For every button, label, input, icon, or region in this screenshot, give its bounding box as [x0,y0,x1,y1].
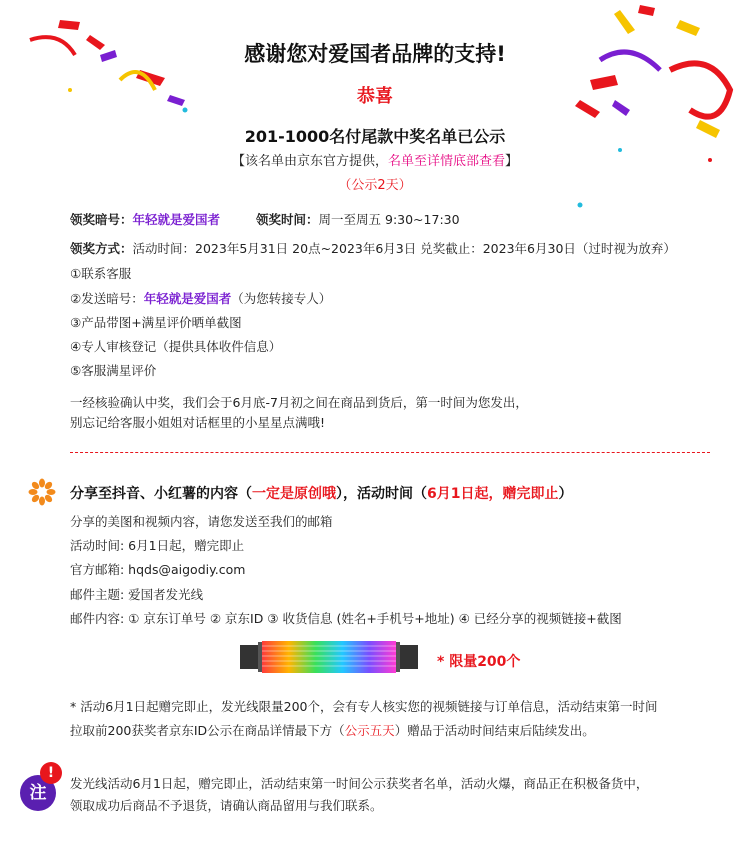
flower-icon [28,478,56,506]
step-3: ③产品带图+满星评价晒单截图 [70,315,242,330]
shipping-note-2: 别忘记给客服小姐姐对话框里的小星星点满哦! [70,415,326,430]
claim-time-value: 周一至周五 9:30~17:30 [318,212,460,227]
section-divider [70,452,710,453]
step-2-prefix: ②发送暗号： [70,291,144,306]
share-line-1: 分享的美图和视频内容，请您发送至我们的邮箱 [70,514,333,529]
limit-badge: * 限量200个 [437,654,521,670]
list-source-notice [0,150,750,169]
footnote-prefix: 拉取前200获奖者京东ID公示在商品详情最下方（ [70,723,345,738]
step-4: ④专人审核登记（提供具体收件信息） [70,339,282,354]
note-line-2: 领取成功后商品不予退货，请确认商品留用与我们联系。 [70,798,383,813]
footnote-line-2 [70,721,595,739]
share-title-suffix: ） [558,486,573,502]
step-2 [70,289,331,307]
footnote-line-1: * 活动6月1日起赠完即止，发光线限量200个，会有专人核实您的视频链接与订单信息，活动结束第一时间 [70,699,658,714]
step-2-code: 年轻就是爱国者 [143,291,232,306]
note-line-1: 发光线活动6月1日起，赠完即止，活动结束第一时间公示获奖者名单，活动火爆，商品正在积极备货中， [70,776,649,791]
notice-highlight: 名单至详情底部查看 [387,154,505,169]
share-title-mid: ），活动时间（ [336,486,427,502]
notice-prefix: 【该名单由京东官方提供， [231,154,388,169]
share-line-3: 官方邮箱: hqds@aigodiy.com [70,562,246,577]
step-1: ①联系客服 [70,266,132,281]
share-line-4: 邮件主题: 爱国者发光线 [70,587,204,602]
publicity-duration: （公示2天） [338,178,412,193]
footnote-highlight: 公示五天 [344,723,395,738]
page-title: 感谢您对爱国者品牌的支持! [244,42,506,66]
claim-method-value: 活动时间：2023年5月31日 20点~2023年6月3日 兑奖截止：2023年6月30日（过时视为放弃） [132,241,676,256]
claim-method-line [70,239,676,257]
share-section-title [70,483,572,503]
shipping-note-1: 一经核验确认中奖，我们会于6月底-7月初之间在商品到货后，第一时间为您发出， [70,395,528,410]
claim-code-value: 年轻就是爱国者 [132,212,221,227]
claim-time-label: 领奖时间： [256,212,319,227]
claim-code-line [70,210,460,228]
exclamation-icon: ! [40,762,62,784]
note-badge-icon: 注 [20,775,56,811]
step-5: ⑤客服满星评价 [70,363,157,378]
winner-list-subtitle: 201-1000名付尾款中奖名单已公示 [244,127,506,146]
share-line-2: 活动时间: 6月1日起，赠完即止 [70,538,245,553]
congrats-heading: 恭喜 [357,86,393,107]
step-2-suffix: （为您转接专人） [231,291,332,306]
share-title-original: 一定是原创哦 [252,486,336,502]
claim-code-label: 领奖暗号： [70,212,133,227]
share-line-5: 邮件内容: ① 京东订单号 ② 京东ID ③ 收货信息 (姓名+手机号+地址) ④ 已经分享的视频链接+截图 [70,611,622,626]
share-title-prefix: 分享至抖音、小红薯的内容（ [70,486,252,502]
claim-method-label: 领奖方式： [70,241,133,256]
share-title-date: 6月1日起，赠完即止 [427,486,559,502]
footnote-suffix: ）赠品于活动时间结束后陆续发出。 [394,723,595,738]
notice-suffix: 】 [505,154,519,169]
rgb-cable-image [238,637,420,677]
